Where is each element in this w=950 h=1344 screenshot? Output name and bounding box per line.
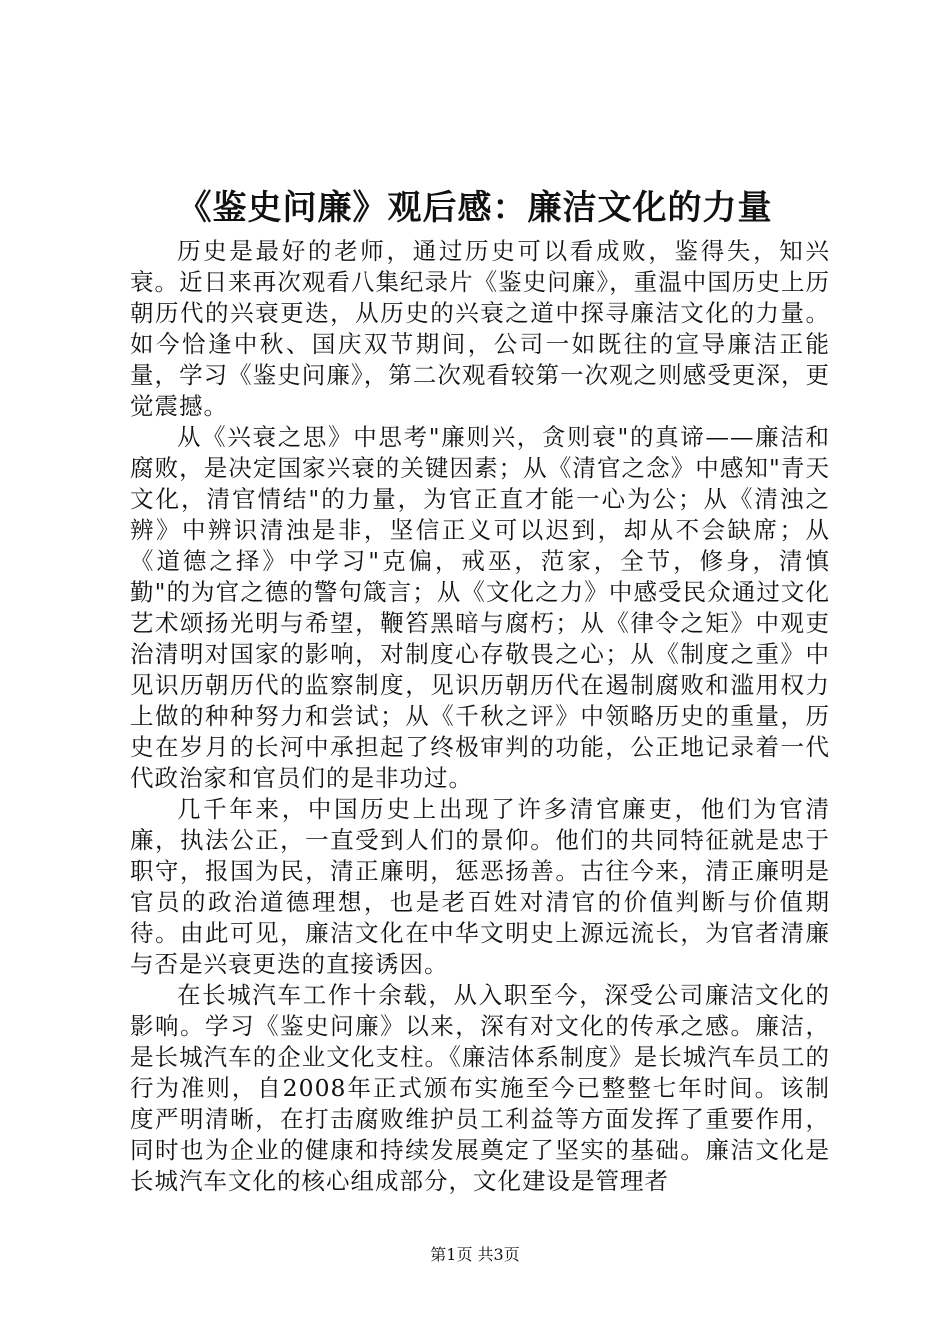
paragraph-2: 从《兴衰之思》中思考"廉则兴，贪则衰"的真谛——廉洁和腐败，是决定国家兴衰的关键因素；从《清官之念》中感知"青天文化，清官情结"的力量，为官正直才能一心为公；从《清浊之辨》中辨识清浊是非，坚信正义可以迟到，却从不会缺席；从《道德之择》中学习"克偏，戒巫，范家，全节，修身，清慎勤"的为官之德的警句箴言；从《文化之力》中感受民众通过文化艺术颂扬光明与希望，鞭笞黑暗与腐朽；从《律令之矩》中观吏治清明对国家的影响，对制度心存敬畏之心；从《制度之重》中见识历朝历代的监察制度，见识历朝历代在遏制腐败和滥用权力上做的种种努力和尝试；从《千秋之评》中领略历史的重量，历史在岁月的长河中承担起了终极审判的功能，公正地记录着一代代政治家和官员们的是非功过。 [130,423,830,792]
page-number-footer: 第1页 共3页 [430,1245,520,1264]
document-title: 《鉴史问廉》观后感：廉洁文化的力量 [177,188,773,228]
document-body [130,236,830,1197]
paragraph-4: 在长城汽车工作十余载，从入职至今，深受公司廉洁文化的影响。学习《鉴史问廉》以来，深有对文化的传承之感。廉洁，是长城汽车的企业文化支柱。《廉洁体系制度》是长城汽车员工的行为准则，自2008年正式颁布实施至今已整整七年时间。该制度严明清晰，在打击腐败维护员工利益等方面发挥了重要作用，同时也为企业的健康和持续发展奠定了坚实的基础。廉洁文化是长城汽车文化的核心组成部分，文化建设是管理者 [130,981,830,1195]
paragraph-1: 历史是最好的老师，通过历史可以看成败，鉴得失，知兴衰。近日来再次观看八集纪录片《鉴史问廉》，重温中国历史上历朝历代的兴衰更迭，从历史的兴衰之道中探寻廉洁文化的力量。如今恰逢中秋、国庆双节期间，公司一如既往的宣导廉洁正能量，学习《鉴史问廉》，第二次观看较第一次观之则感受更深，更觉震撼。 [130,237,830,420]
paragraph-3: 几千年来，中国历史上出现了许多清官廉吏，他们为官清廉，执法公正，一直受到人们的景仰。他们的共同特征就是忠于职守，报国为民，清正廉明，惩恶扬善。古往今来，清正廉明是官员的政治道德理想，也是老百姓对清官的价值判断与价值期待。由此可见，廉洁文化在中华文明史上源远流长，为官者清廉与否是兴衰更迭的直接诱因。 [130,795,830,978]
